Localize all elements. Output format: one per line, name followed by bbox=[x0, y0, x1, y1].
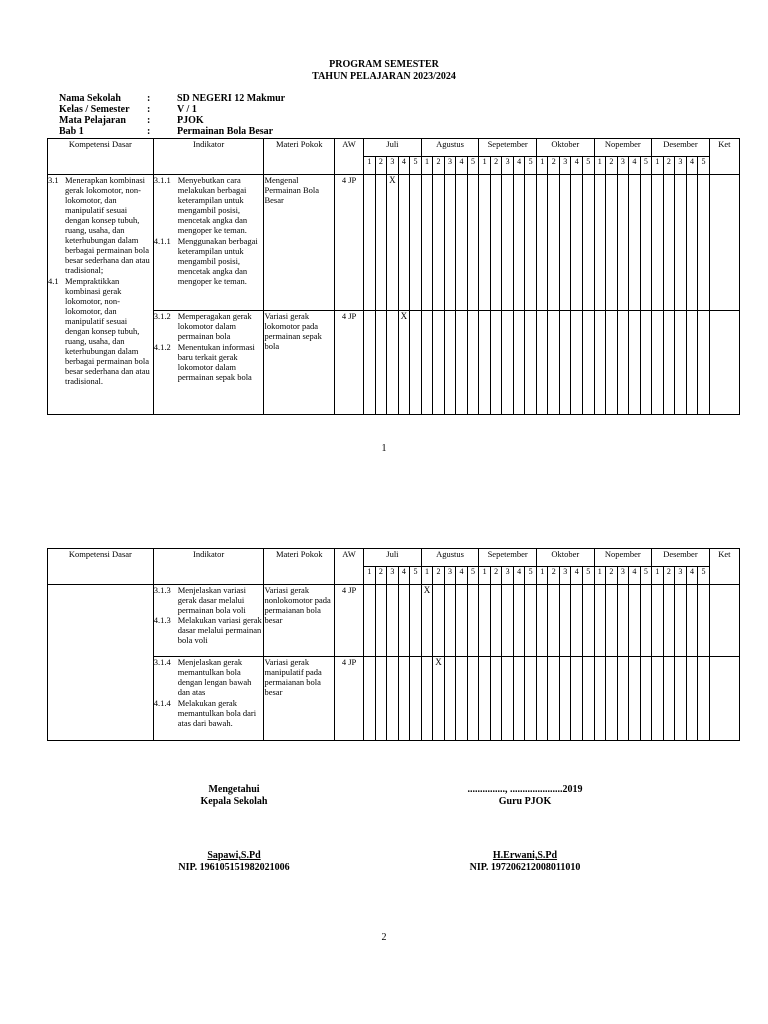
week-cell bbox=[594, 657, 606, 741]
week-cell bbox=[502, 175, 514, 311]
ket-cell bbox=[709, 585, 739, 657]
week-number: 1 bbox=[479, 567, 491, 585]
week-cell bbox=[583, 657, 595, 741]
materi-cell: Variasi gerak nonlokomotor pada permaianan bola besar bbox=[264, 585, 334, 657]
week-cell bbox=[640, 175, 652, 311]
kd-item bbox=[48, 175, 153, 275]
program-semester-table-page-2 bbox=[47, 548, 740, 741]
week-cell bbox=[548, 657, 560, 741]
week-cell bbox=[559, 585, 571, 657]
table-row bbox=[48, 175, 740, 311]
indikator-item bbox=[154, 615, 264, 645]
week-cell bbox=[617, 311, 629, 415]
week-cell bbox=[629, 311, 641, 415]
col-header-kd: Kompetensi Dasar bbox=[48, 139, 154, 175]
week-cell bbox=[629, 657, 641, 741]
indikator-number: 3.1.4 bbox=[153, 657, 171, 667]
week-cell bbox=[513, 175, 525, 311]
info-value: V / 1 bbox=[177, 104, 197, 115]
week-number: 1 bbox=[536, 157, 548, 175]
signature-right bbox=[455, 784, 595, 874]
week-cell bbox=[364, 657, 376, 741]
col-header-materi: Materi Pokok bbox=[264, 549, 334, 585]
week-number: 5 bbox=[583, 157, 595, 175]
week-number: 1 bbox=[594, 567, 606, 585]
aw-cell: 4 JP bbox=[334, 175, 363, 311]
schedule-mark: X bbox=[398, 311, 410, 415]
aw-cell: 4 JP bbox=[334, 657, 363, 741]
month-header: Juli bbox=[364, 139, 422, 157]
week-number: 3 bbox=[675, 567, 687, 585]
kd-number: 4.1 bbox=[48, 276, 59, 286]
indikator-text: Melakukan variasi gerak dasar melalui permainan bola voli bbox=[177, 615, 262, 645]
school-info bbox=[59, 93, 285, 137]
week-cell bbox=[525, 175, 537, 311]
document-subtitle: TAHUN PELAJARAN 2023/2024 bbox=[312, 71, 456, 82]
week-cell bbox=[375, 175, 387, 311]
week-cell bbox=[364, 311, 376, 415]
month-header: Sepetember bbox=[479, 139, 537, 157]
week-cell bbox=[479, 657, 491, 741]
indikator-text: Menjelaskan variasi gerak dasar melalui permainan bola voli bbox=[177, 585, 246, 615]
indikator-number: 4.1.1 bbox=[153, 236, 171, 246]
week-cell bbox=[479, 311, 491, 415]
indikator-cell bbox=[153, 175, 264, 311]
week-number: 4 bbox=[629, 157, 641, 175]
schedule-mark: X bbox=[387, 175, 399, 311]
month-header: Nopember bbox=[594, 139, 652, 157]
week-cell bbox=[444, 657, 456, 741]
week-number: 3 bbox=[675, 157, 687, 175]
week-cell bbox=[490, 585, 502, 657]
week-cell bbox=[663, 657, 675, 741]
week-cell bbox=[410, 585, 422, 657]
week-cell bbox=[513, 585, 525, 657]
week-number: 5 bbox=[410, 567, 422, 585]
indikator-number: 4.1.3 bbox=[153, 615, 171, 625]
week-number: 2 bbox=[433, 157, 445, 175]
week-number: 5 bbox=[525, 157, 537, 175]
indikator-cell bbox=[153, 311, 264, 415]
week-cell bbox=[375, 311, 387, 415]
week-cell bbox=[387, 585, 399, 657]
week-cell bbox=[364, 585, 376, 657]
indikator-number: 3.1.2 bbox=[153, 311, 171, 321]
materi-cell: Variasi gerak lokomotor pada permainan sepak bola bbox=[264, 311, 334, 415]
kd-text: Mempraktikkan kombinasi gerak lokomotor, non-lokomotor, dan manipulatif sesuai dengan konsep tubuh, ruang, usaha, dan keterhubungan dalam berbagai permainan bola besar sederhana dan atau tradisional. bbox=[65, 276, 150, 386]
week-cell bbox=[606, 311, 618, 415]
indikator-text: Menjelaskan gerak memantulkan bola dengan lengan bawah dan atas bbox=[177, 657, 252, 697]
week-cell bbox=[502, 657, 514, 741]
week-cell bbox=[698, 175, 710, 311]
week-cell bbox=[387, 657, 399, 741]
week-number: 4 bbox=[456, 567, 468, 585]
month-header: Desember bbox=[652, 139, 710, 157]
info-value: SD NEGERI 12 Makmur bbox=[177, 93, 286, 104]
ket-cell bbox=[709, 175, 739, 311]
week-number: 4 bbox=[513, 157, 525, 175]
week-cell bbox=[525, 585, 537, 657]
info-colon: : bbox=[147, 126, 151, 137]
week-number: 4 bbox=[513, 567, 525, 585]
week-cell bbox=[444, 175, 456, 311]
col-header-materi: Materi Pokok bbox=[264, 139, 334, 175]
signature-left-nip: NIP. 196105151982021006 bbox=[178, 862, 290, 873]
col-header-aw: AW bbox=[334, 549, 363, 585]
info-label: Kelas / Semester bbox=[59, 104, 130, 115]
kd-number: 3.1 bbox=[48, 175, 59, 185]
week-cell bbox=[548, 175, 560, 311]
week-cell bbox=[456, 585, 468, 657]
week-cell bbox=[536, 585, 548, 657]
week-number: 3 bbox=[387, 157, 399, 175]
week-cell bbox=[663, 311, 675, 415]
info-row-school bbox=[59, 93, 285, 104]
week-cell bbox=[617, 175, 629, 311]
week-cell bbox=[606, 585, 618, 657]
kd-item bbox=[48, 276, 153, 386]
indikator-cell bbox=[153, 585, 264, 657]
info-row-subject bbox=[59, 115, 285, 126]
week-cell bbox=[410, 311, 422, 415]
week-number: 2 bbox=[375, 157, 387, 175]
week-number: 2 bbox=[375, 567, 387, 585]
week-cell bbox=[456, 175, 468, 311]
week-number: 1 bbox=[479, 157, 491, 175]
week-number: 3 bbox=[559, 157, 571, 175]
week-cell bbox=[444, 311, 456, 415]
week-cell bbox=[421, 657, 433, 741]
week-number: 4 bbox=[456, 157, 468, 175]
info-row-chapter bbox=[59, 126, 285, 137]
col-header-ket: Ket bbox=[709, 139, 739, 175]
week-cell bbox=[456, 311, 468, 415]
week-cell bbox=[398, 175, 410, 311]
week-number: 2 bbox=[490, 567, 502, 585]
signature-left-name: Sapawi,S.Pd bbox=[207, 850, 261, 861]
week-number: 5 bbox=[583, 567, 595, 585]
week-cell bbox=[479, 585, 491, 657]
page-number: 1 bbox=[381, 443, 387, 454]
week-cell bbox=[571, 657, 583, 741]
week-number: 3 bbox=[617, 567, 629, 585]
week-cell bbox=[686, 175, 698, 311]
indikator-number: 3.1.3 bbox=[153, 585, 171, 595]
week-cell bbox=[617, 657, 629, 741]
week-cell bbox=[433, 585, 445, 657]
week-number: 3 bbox=[444, 567, 456, 585]
week-cell bbox=[502, 311, 514, 415]
week-cell bbox=[421, 175, 433, 311]
week-number: 3 bbox=[387, 567, 399, 585]
materi-cell: Variasi gerak manipulatif pada permaianan bola besar bbox=[264, 657, 334, 741]
week-number: 1 bbox=[536, 567, 548, 585]
week-number: 5 bbox=[640, 157, 652, 175]
month-header: Oktober bbox=[536, 549, 594, 567]
month-header: Agustus bbox=[421, 139, 479, 157]
week-number: 2 bbox=[548, 157, 560, 175]
week-cell bbox=[571, 175, 583, 311]
info-label: Mata Pelajaran bbox=[59, 115, 126, 126]
week-cell bbox=[583, 585, 595, 657]
month-header: Oktober bbox=[536, 139, 594, 157]
week-number: 4 bbox=[398, 567, 410, 585]
indikator-cell bbox=[153, 657, 264, 741]
week-number: 5 bbox=[410, 157, 422, 175]
week-cell bbox=[525, 657, 537, 741]
week-number: 3 bbox=[502, 567, 514, 585]
week-cell bbox=[686, 585, 698, 657]
schedule-mark: X bbox=[433, 657, 445, 741]
week-cell bbox=[594, 311, 606, 415]
indikator-number: 4.1.4 bbox=[153, 698, 171, 708]
info-colon: : bbox=[147, 93, 151, 104]
week-cell bbox=[652, 311, 664, 415]
indikator-text: Menyebutkan cara melakukan berbagai keterampilan untuk mengambil posisi, mencetak angka dan mengoper ke teman. bbox=[177, 175, 248, 235]
week-cell bbox=[444, 585, 456, 657]
week-cell bbox=[559, 311, 571, 415]
week-number: 2 bbox=[606, 567, 618, 585]
indikator-text: Menggunakan berbagai keterampilan untuk mengambil posisi, mencetak angka dan mengoper ke teman. bbox=[177, 236, 258, 286]
aw-cell: 4 JP bbox=[334, 311, 363, 415]
week-cell bbox=[490, 311, 502, 415]
table-row bbox=[48, 585, 740, 657]
indikator-text: Menentukan informasi baru terkait gerak lokomotor dalam permainan sepak bola bbox=[177, 342, 255, 382]
week-number: 2 bbox=[433, 567, 445, 585]
week-cell bbox=[583, 311, 595, 415]
schedule-mark: X bbox=[421, 585, 433, 657]
week-cell bbox=[583, 175, 595, 311]
indikator-number: 3.1.1 bbox=[153, 175, 171, 185]
week-cell bbox=[686, 311, 698, 415]
signature-left-line1: Mengetahui bbox=[208, 784, 260, 795]
indikator-text: Melakukan gerak memantulkan bola dari atas dari bawah. bbox=[177, 698, 257, 728]
week-cell bbox=[548, 311, 560, 415]
week-cell bbox=[387, 311, 399, 415]
week-cell bbox=[398, 585, 410, 657]
month-header: Sepetember bbox=[479, 549, 537, 567]
week-cell bbox=[502, 585, 514, 657]
week-cell bbox=[698, 657, 710, 741]
signature-left bbox=[174, 784, 294, 874]
week-cell bbox=[571, 585, 583, 657]
page-number: 2 bbox=[381, 932, 387, 943]
info-value: PJOK bbox=[177, 115, 204, 126]
indikator-item bbox=[154, 585, 264, 615]
week-cell bbox=[490, 657, 502, 741]
col-header-aw: AW bbox=[334, 139, 363, 175]
col-header-ket: Ket bbox=[709, 549, 739, 585]
week-cell bbox=[398, 657, 410, 741]
week-number: 2 bbox=[548, 567, 560, 585]
week-number: 3 bbox=[559, 567, 571, 585]
week-number: 5 bbox=[525, 567, 537, 585]
week-number: 1 bbox=[652, 567, 664, 585]
month-header: Desember bbox=[652, 549, 710, 567]
ket-cell bbox=[709, 657, 739, 741]
week-cell bbox=[606, 657, 618, 741]
week-number: 4 bbox=[571, 567, 583, 585]
week-number: 4 bbox=[629, 567, 641, 585]
ket-cell bbox=[709, 311, 739, 415]
week-cell bbox=[629, 585, 641, 657]
week-cell bbox=[663, 175, 675, 311]
week-cell bbox=[410, 175, 422, 311]
info-label: Bab 1 bbox=[59, 126, 84, 137]
info-row-class bbox=[59, 104, 285, 115]
week-cell bbox=[617, 585, 629, 657]
week-cell bbox=[513, 657, 525, 741]
month-header: Nopember bbox=[594, 549, 652, 567]
signature-right-role: Guru PJOK bbox=[498, 796, 552, 807]
week-cell bbox=[652, 657, 664, 741]
week-number: 5 bbox=[698, 157, 710, 175]
week-cell bbox=[640, 657, 652, 741]
week-cell bbox=[375, 657, 387, 741]
week-cell bbox=[559, 657, 571, 741]
week-cell bbox=[686, 657, 698, 741]
signature-right-name: H.Erwani,S.Pd bbox=[492, 850, 558, 861]
program-semester-table-page-1 bbox=[47, 138, 740, 415]
kd-cell bbox=[48, 175, 154, 415]
info-value: Permainan Bola Besar bbox=[177, 126, 274, 137]
week-cell bbox=[536, 175, 548, 311]
indikator-item bbox=[154, 311, 264, 341]
week-cell bbox=[513, 311, 525, 415]
indikator-item bbox=[154, 698, 264, 728]
indikator-item bbox=[154, 657, 264, 697]
week-number: 5 bbox=[640, 567, 652, 585]
col-header-indikator: Indikator bbox=[153, 139, 264, 175]
indikator-text: Memperagakan gerak lokomotor dalam permainan bola bbox=[177, 311, 252, 341]
info-colon: : bbox=[147, 115, 151, 126]
week-cell bbox=[421, 311, 433, 415]
week-number: 3 bbox=[502, 157, 514, 175]
col-header-indikator: Indikator bbox=[153, 549, 264, 585]
week-number: 4 bbox=[686, 567, 698, 585]
week-cell bbox=[675, 311, 687, 415]
kd-text: Menerapkan kombinasi gerak lokomotor, non-lokomotor, dan manipulatif sesuai dengan konsep tubuh, ruang, usaha, dan keterhubungan dalam berbagai permainan bola besar sederhana dan atau tradisional; bbox=[65, 175, 150, 275]
indikator-number: 4.1.2 bbox=[153, 342, 171, 352]
week-cell bbox=[559, 175, 571, 311]
signature-right-nip: NIP. 197206212008011010 bbox=[469, 862, 581, 873]
col-header-kd: Kompetensi Dasar bbox=[48, 549, 154, 585]
week-number: 5 bbox=[467, 567, 479, 585]
week-number: 2 bbox=[606, 157, 618, 175]
week-cell bbox=[640, 585, 652, 657]
signature-left-role: Kepala Sekolah bbox=[200, 796, 268, 807]
aw-cell: 4 JP bbox=[334, 585, 363, 657]
week-number: 1 bbox=[364, 567, 376, 585]
week-cell bbox=[536, 311, 548, 415]
week-number: 4 bbox=[571, 157, 583, 175]
month-header: Agustus bbox=[421, 549, 479, 567]
week-number: 2 bbox=[663, 157, 675, 175]
week-cell bbox=[606, 175, 618, 311]
week-cell bbox=[675, 585, 687, 657]
week-cell bbox=[467, 585, 479, 657]
week-cell bbox=[675, 657, 687, 741]
month-header: Juli bbox=[364, 549, 422, 567]
week-cell bbox=[536, 657, 548, 741]
week-cell bbox=[364, 175, 376, 311]
week-cell bbox=[433, 175, 445, 311]
week-cell bbox=[652, 175, 664, 311]
week-cell bbox=[548, 585, 560, 657]
week-number: 1 bbox=[364, 157, 376, 175]
week-cell bbox=[629, 175, 641, 311]
week-cell bbox=[375, 585, 387, 657]
week-cell bbox=[467, 311, 479, 415]
kd-cell bbox=[48, 585, 154, 741]
week-number: 1 bbox=[421, 157, 433, 175]
indikator-item bbox=[154, 175, 264, 235]
indikator-item bbox=[154, 236, 264, 286]
document-title: PROGRAM SEMESTER bbox=[329, 59, 439, 70]
signature-right-line1: ..............., .....................2019 bbox=[467, 784, 583, 795]
week-number: 1 bbox=[594, 157, 606, 175]
week-cell bbox=[490, 175, 502, 311]
materi-cell: Mengenal Permainan Bola Besar bbox=[264, 175, 334, 311]
week-number: 3 bbox=[444, 157, 456, 175]
week-cell bbox=[652, 585, 664, 657]
week-cell bbox=[479, 175, 491, 311]
week-cell bbox=[410, 657, 422, 741]
week-number: 5 bbox=[467, 157, 479, 175]
week-number: 2 bbox=[663, 567, 675, 585]
week-cell bbox=[456, 657, 468, 741]
week-cell bbox=[525, 311, 537, 415]
week-cell bbox=[698, 585, 710, 657]
info-colon: : bbox=[147, 104, 151, 115]
week-cell bbox=[467, 175, 479, 311]
week-number: 1 bbox=[421, 567, 433, 585]
week-number: 5 bbox=[698, 567, 710, 585]
week-cell bbox=[663, 585, 675, 657]
week-number: 4 bbox=[398, 157, 410, 175]
week-cell bbox=[594, 585, 606, 657]
indikator-item bbox=[154, 342, 264, 382]
week-cell bbox=[594, 175, 606, 311]
week-cell bbox=[467, 657, 479, 741]
week-number: 2 bbox=[490, 157, 502, 175]
week-cell bbox=[640, 311, 652, 415]
week-cell bbox=[433, 311, 445, 415]
week-cell bbox=[698, 311, 710, 415]
week-number: 3 bbox=[617, 157, 629, 175]
week-number: 1 bbox=[652, 157, 664, 175]
week-number: 4 bbox=[686, 157, 698, 175]
week-cell bbox=[571, 311, 583, 415]
info-label: Nama Sekolah bbox=[59, 93, 121, 104]
week-cell bbox=[675, 175, 687, 311]
